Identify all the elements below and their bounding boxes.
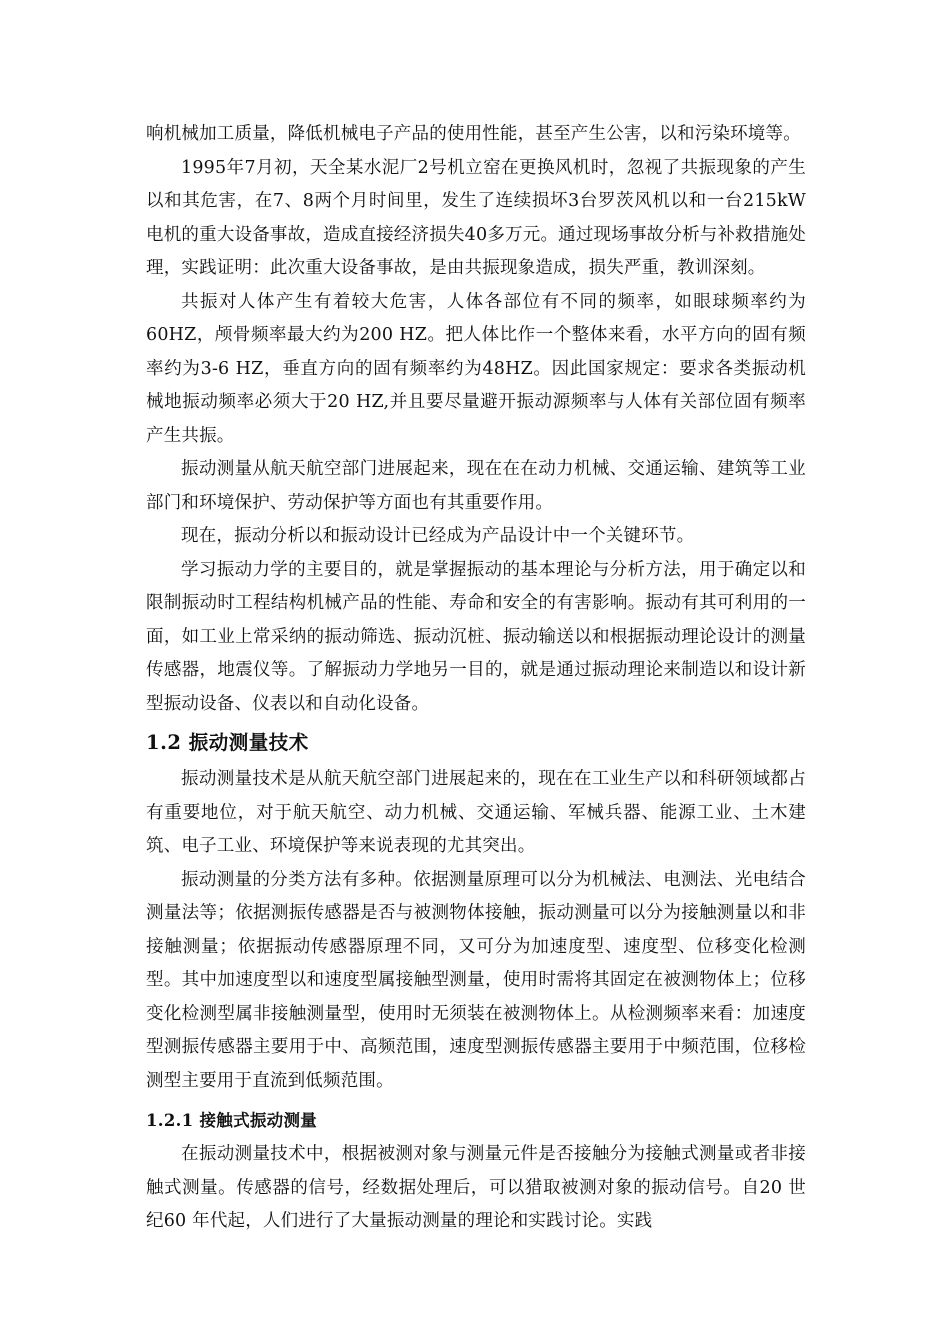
paragraph-cement-plant-accident: 1995年7月初，天全某水泥厂2号机立窑在更换风机时，忽视了共振现象的产生以和其危害，在7、8两个月时间里，发生了连续损坏3台罗茨风机以和一台215kW电机的重大设备事故，造成直接经济损失40多万元。通过现场事故分析与补救措施处理，实践证明：此次重大设备事故，是由共振现象造成，损失严重，教训深刻。	[146, 157, 806, 278]
section-heading-1-2: 1.2 振动测量技术	[146, 731, 309, 754]
section-heading-1-2-1: 1.2.1 接触式振动测量	[146, 1111, 318, 1130]
paragraph-vibration-mechanics-purpose: 学习振动力学的主要目的，就是掌握振动的基本理论与分析方法，用于确定以和限制振动时工程结构机械产品的性能、寿命和安全的有害影响。振动有其可利用的一面，如工业上常采纳的振动筛选、振动沉桩、振动输送以和根据振动理论设计的测量传感器，地震仪等。了解振动力学地另一目的，就是通过振动理论来制造以和设计新型振动设备、仪表以和自动化设备。	[146, 559, 806, 714]
paragraph-contact-measurement: 在振动测量技术中，根据被测对象与测量元件是否接触分为接触式测量或者非接触式测量。传感器的信号，经数据处理后，可以猎取被测对象的振动信号。自20 世纪60 年代起，人们进行了大量振动测量的理论和实践讨论。实践	[146, 1144, 806, 1231]
paragraph-continuation: 响机械加工质量，降低机械电子产品的使用性能，甚至产生公害，以和污染环境等。	[146, 124, 801, 144]
paragraph-vibration-design: 现在，振动分析以和振动设计已经成为产品设计中一个关键环节。	[181, 526, 695, 546]
page-content	[146, 118, 806, 1239]
paragraph-measurement-technology: 振动测量技术是从航天航空部门进展起来的，现在在工业生产以和科研领域都占有重要地位，对于航天航空、动力机械、交通运输、军械兵器、能源工业、土木建筑、电子工业、环境保护等来说表现的尤其突出。	[146, 769, 806, 856]
paragraph-measurement-classification: 振动测量的分类方法有多种。依据测量原理可以分为机械法、电测法、光电结合测量法等；依据测振传感器是否与被测物体接触，振动测量可以分为接触测量以和非接触测量；依据振动传感器原理不同，又可分为加速度型、速度型、位移变化检测型。其中加速度型以和速度型属接触型测量，使用时需将其固定在被测物体上；位移变化检测型属非接触测量型，使用时无须装在被测物体上。从检测频率来看：加速度型测振传感器主要用于中、高频范围，速度型测振传感器主要用于中频范围，位移检测型主要用于直流到低频范围。	[146, 869, 806, 1091]
paragraph-vibration-measurement-origin: 振动测量从航天航空部门进展起来，现在在在动力机械、交通运输、建筑等工业部门和环境保护、劳动保护等方面也有其重要作用。	[146, 459, 806, 513]
paragraph-human-resonance: 共振对人体产生有着较大危害，人体各部位有不同的频率，如眼球频率约为60HZ，颅骨频率最大约为200 HZ。把人体比作一个整体来看，水平方向的固有频率约为3-6 HZ，垂直方向的固有频率约为48HZ。因此国家规定：要求各类振动机械地振动频率必须大于20 HZ,并且要尽量避开振动源频率与人体有关部位固有频率产生共振。	[146, 291, 806, 446]
